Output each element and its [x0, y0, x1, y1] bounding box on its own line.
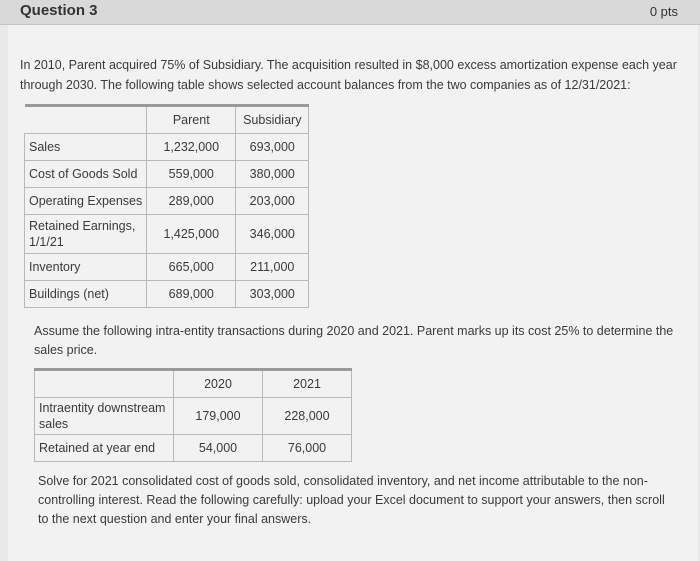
transfers-header-row: [35, 370, 352, 398]
row-label: Inventory: [25, 254, 147, 281]
row-label: Intraentity downstream sales: [35, 398, 174, 435]
transfers-intro-text: Assume the following intra-entity transactions during 2020 and 2021. Parent marks up its cost 25% to determine the sales price.: [34, 324, 674, 357]
subsidiary-value: 380,000: [236, 161, 309, 188]
row-label: Retained at year end: [35, 435, 174, 462]
subsidiary-value: 303,000: [236, 281, 309, 308]
value-2021: 76,000: [263, 435, 352, 462]
subsidiary-value: 693,000: [236, 134, 309, 161]
subsidiary-value: 211,000: [236, 254, 309, 281]
value-2021: 228,000: [263, 398, 352, 435]
balances-header-subsidiary: Subsidiary: [236, 106, 309, 134]
parent-value: 1,425,000: [147, 215, 236, 254]
instructions-text: Solve for 2021 consolidated cost of goods sold, consolidated inventory, and net income attributable to the non-controlling interest. Read the following carefully: upload your Excel document to support your answers, then scroll to the next question and enter your final answers.: [38, 474, 665, 526]
row-label: Cost of Goods Sold: [25, 161, 147, 188]
row-label: Buildings (net): [25, 281, 147, 308]
intro-text: In 2010, Parent acquired 75% of Subsidiary. The acquisition resulted in $8,000 excess amortization expense each year through 2030. The following table shows selected account balances from the two companies as of 12/31/2021:: [20, 58, 677, 92]
value-2020: 54,000: [174, 435, 263, 462]
table-row: [35, 435, 352, 462]
value-2020: 179,000: [174, 398, 263, 435]
transfers-table: [34, 368, 352, 462]
question-header: [0, 0, 700, 25]
row-label: Sales: [25, 134, 147, 161]
parent-value: 289,000: [147, 188, 236, 215]
table-row: [35, 398, 352, 435]
table-row: [25, 254, 309, 281]
parent-value: 665,000: [147, 254, 236, 281]
balances-corner: [25, 106, 147, 134]
parent-value: 1,232,000: [147, 134, 236, 161]
row-label: Retained Earnings, 1/1/21: [25, 215, 147, 254]
balances-table: [24, 104, 309, 308]
parent-value: 689,000: [147, 281, 236, 308]
table-row: [25, 281, 309, 308]
balances-header-row: [25, 106, 309, 134]
parent-value: 559,000: [147, 161, 236, 188]
subsidiary-value: 346,000: [236, 215, 309, 254]
table-row: [25, 134, 309, 161]
balances-header-parent: Parent: [147, 106, 236, 134]
transfers-corner: [35, 370, 174, 398]
transfers-header-2020: 2020: [174, 370, 263, 398]
row-label: Operating Expenses: [25, 188, 147, 215]
subsidiary-value: 203,000: [236, 188, 309, 215]
question-title: Question 3: [20, 2, 98, 19]
transfers-header-2021: 2021: [263, 370, 352, 398]
table-row: [25, 188, 309, 215]
question-points: 0 pts: [649, 4, 678, 19]
table-row: [25, 161, 309, 188]
table-row: [25, 215, 309, 254]
